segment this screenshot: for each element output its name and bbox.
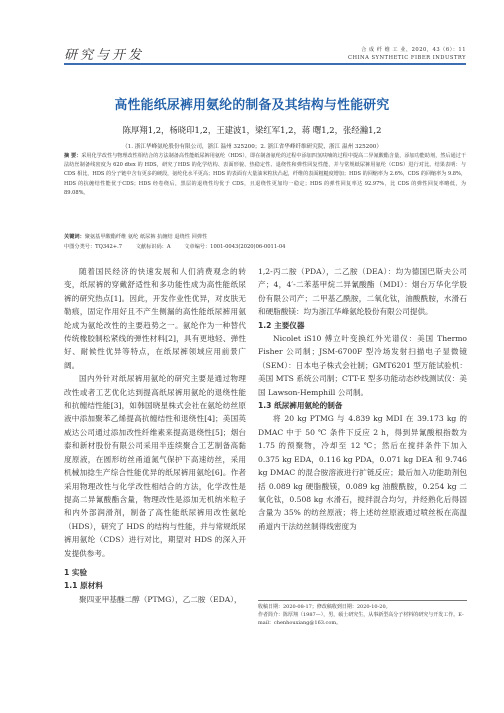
keywords-label: 关键词： (64, 234, 85, 240)
intro-paragraph-2: 国内外针对纸尿裤用氨纶的研究主要是通过物理改性或者工艺优化达到提高纸尿裤用氨纶的退绕性能和抗缠结性能[3]，如韩国晓星株式会社在氨纶纺丝原液中添加聚苯乙烯提高抗缠结性和退绕性[4]；美国英威达公司通过添加改性纤维素来提高退绕性[5]；烟台泰和新材股份有限公司采用半连续聚合工艺制备高黏度原液，在圆形纺丝甬道氮气保护下高速纺丝，采用机械加捻生产综合性能优异的纸尿裤用氨纶[6]。作者采用物理改性与化学改性相结合的方法，化学改性是提高二异氰酸酯含量，物理改性是添加无机纳米粒子和内外部润滑剂，制备了高性能纸尿裤用改性氨纶（HDS），研究了 HDS 的结构与性能，并与常规纸尿裤用氨纶（CDS）进行对比，期望对 HDS 的深入开发提供参考。 (64, 374, 246, 558)
keywords (64, 233, 466, 240)
abstract-label: 摘 要： (64, 153, 82, 159)
author-list: 陈厚翔1,2，杨晓印1,2，王建波1，梁红军1,2，蒋 曙1,2，张经瀚1,2 (122, 125, 382, 135)
journal-section-label: 研究与开发 (64, 48, 145, 63)
section-heading-1: 1 实验 (64, 567, 88, 577)
footnote (258, 603, 467, 627)
materials-paragraph: 聚四亚甲基醚二醇（PTMG），乙二胺（EDA）， (79, 594, 242, 604)
header-rule (64, 63, 466, 65)
intro-paragraph-1: 随着国民经济的快速发展和人们消费观念的转变，纸尿裤的穿戴舒适性和多功能性成为高性能纸尿裤的研究热点[1]。因此，开发作业性优异，对皮肤无勒痕，固定作用好且不产生侧漏的高性能纸尿裤用氨纶成为氨纶改性的主要趋势之一。氨纶作为一种替代传统橡胶制松紧线的弹性材料[2]，具有更地轻、弹性好、耐候性优异等特点，在纸尿裤领域应用前景广阔。 (64, 267, 246, 370)
article-number: 文章编号：1001-0043(2020)06-0011-04 (184, 244, 286, 250)
journal-meta-cn: 合 成 纤 维 工 业，2020，43（6）：11 (361, 47, 466, 53)
clc-number: 中图分类号：TQ342+.7 (64, 244, 123, 250)
instruments-paragraph: Nicolet iS10 傅立叶变换红外光谱仪：美国 Thermo Fisher 公司制；JSM-6700F 型冷场发射扫描电子显微镜（SEM）：日本电子株式会社制；GMT6201 型万能试验机：美国 MTS 系统公司制；CTT-E 型多功能动态纱线测试仪：美国 Lawson-Hemphill 公司制。 (258, 334, 467, 397)
document-code: 文献标识码：A (135, 244, 171, 250)
journal-meta-en: CHINA SYNTHETIC FIBER INDUSTRY (348, 55, 466, 61)
affiliation: （1. 浙江华峰氨纶股份有限公司，浙江 温州 325200；2. 浙江省华峰纤维研究院，浙江 温州 325200） (122, 144, 382, 150)
section-heading-1-2: 1.2 主要仪器 (258, 320, 305, 330)
right-column (258, 265, 467, 533)
abstract-text: 采用化学改性与物理改性相结合的方法制备高性能纸尿裤用氨纶（HDS），即在制备氨纶的过程中添加四氢呋喃的过程中提高二异氰酸酯含量，添加功能助剂，然后通过干法纺丝制备线密度为 620 dtex 的 HDS，研究了HDS 的化学结构、表面形貌、热稳定性、退绕性和弹性回复性能，并与常规纸尿裤用氨纶（CDS）进行对比。结果表明：与 CDS 相比，HDS 的分子链中含有更多的硬段，氨纶化水平更高；HDS 的表面有大量油米粒状凸起，纤维的表面粗糙度增加；HDS 的回缩率为 2.6%，CDS 的回缩率为 9.8%，HDS 的抗缠结性能优于CDS；HDS 经卷绕后，黑层的退绕性均优于 CDS，且退绕性更加均一稳定；HDS 的弹性回复率达 92.97%，比 CDS 的弹性回复率略低，为 89.08%。 (64, 153, 466, 196)
journal-meta (348, 46, 466, 62)
paper-title: 高性能纸尿裤用氨纶的制备及其结构与性能研究 (114, 98, 390, 113)
materials-continued: 1,2-丙二胺（PDA），二乙胺（DEA）：均为德国巴斯夫公司产；4，4′-二苯基甲烷二异氰酸酯（MDI）：烟台万华化学股份有限公司产；二甲基乙酰胺，二氧化钛，油酸酰胺，水滑石和硬脂酸镁：均为浙江华峰氨纶股份有限公司提供。 (258, 267, 467, 317)
abstract (64, 152, 466, 198)
author-bio: 作者简介：陈厚翔（1987—），男，硕士研究生，从事新型高分子材料的研究与开发工作。E-mail：chenhouxiang@163.com。 (258, 612, 464, 626)
footnote-rule (258, 600, 467, 601)
received-date: 收稿日期：2020-08-17；修改稿收到日期：2020-10-20。 (258, 604, 391, 610)
section-heading-1-3: 1.3 纸尿裤用氨纶的制备 (258, 401, 343, 411)
left-column (64, 265, 246, 606)
preparation-paragraph: 将 20 kg PTMG 与 4.839 kg MDI 在 39.173 kg 的 DMAC 中于 50 ℃ 条件下反应 2 h，得到异氰酸根指数为 1.75 的预聚物，冷却至 12 ℃；然后在搅拌条件下加入 0.375 kg EDA，0.116 kg PDA，0.071 kg DEA 和 9.746 kg DMAC 的混合胺溶液进行扩链反应；最后加入功能助剂包括 0.089 kg 硬脂酸镁，0.089 kg 油酸酰胺，0.254 kg 二氧化钛，0.508 kg 水滑石，搅拌混合均匀，并经熟化后得固含量为 35% 的纺丝原液；将上述纺丝原液通过喷丝板在高温甬道内干法纺丝制得线密度为 (258, 414, 467, 531)
classification-line (64, 243, 466, 250)
section-heading-1-1: 1.1 原材料 (64, 581, 103, 591)
keywords-text: 聚氨基甲酸酯纤维 氨纶 纸尿裤 抗缠结 退绕性 回弹性 (84, 234, 208, 240)
